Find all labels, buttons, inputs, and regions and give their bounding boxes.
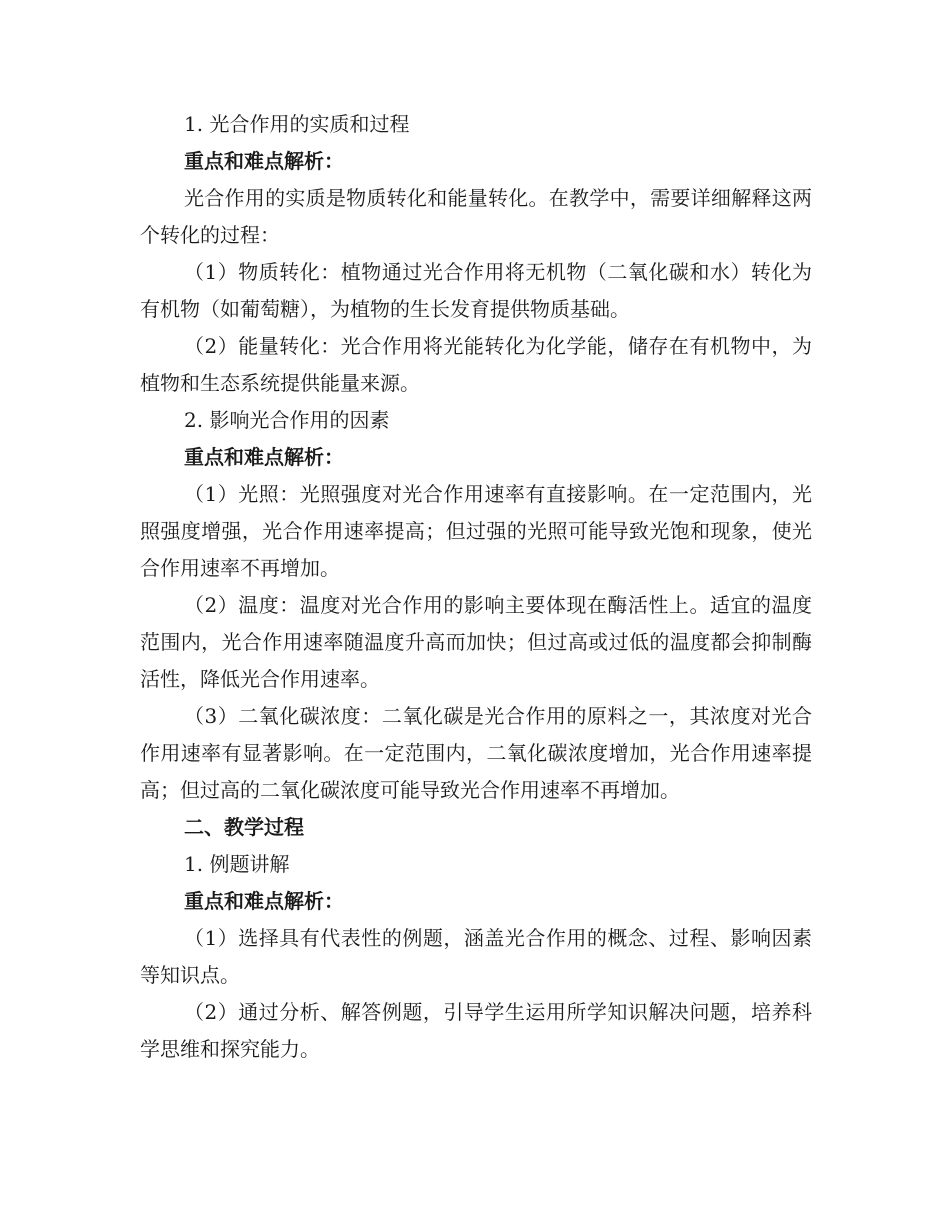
document-page <box>140 106 812 1068</box>
body-paragraph-co2: （3）二氧化碳浓度：二氧化碳是光合作用的原料之一，其浓度对光合作用速率有显著影响。在一定范围内，二氧化碳浓度增加，光合作用速率提高；但过高的二氧化碳浓度可能导致光合作用速率不再增加。 <box>140 704 812 802</box>
body-paragraph-example-analysis: （2）通过分析、解答例题，引导学生运用所学知识解决问题，培养科学思维和探究能力。 <box>140 1000 812 1061</box>
body-paragraph-matter-conversion: （1）物质转化：植物通过光合作用将无机物（二氧化碳和水）转化为有机物（如葡萄糖），为植物的生长发育提供物质基础。 <box>140 260 812 321</box>
body-paragraph-example-selection: （1）选择具有代表性的例题，涵盖光合作用的概念、过程、影响因素等知识点。 <box>140 926 812 987</box>
chapter-heading-teaching-process: 二、教学过程 <box>184 815 304 839</box>
section-heading-1: 1. 光合作用的实质和过程 <box>184 112 410 136</box>
key-points-label-3: 重点和难点解析： <box>184 889 344 913</box>
body-paragraph-essence: 光合作用的实质是物质转化和能量转化。在教学中，需要详细解释这两个转化的过程： <box>140 186 812 247</box>
section-heading-2: 2. 影响光合作用的因素 <box>184 408 390 432</box>
key-points-label-2: 重点和难点解析： <box>184 445 344 469</box>
section-heading-examples: 1. 例题讲解 <box>184 852 290 876</box>
body-paragraph-energy-conversion: （2）能量转化：光合作用将光能转化为化学能，储存在有机物中，为植物和生态系统提供能量来源。 <box>140 334 812 395</box>
key-points-label-1: 重点和难点解析： <box>184 149 344 173</box>
body-paragraph-light: （1）光照：光照强度对光合作用速率有直接影响。在一定范围内，光照强度增强，光合作用速率提高；但过强的光照可能导致光饱和现象，使光合作用速率不再增加。 <box>140 482 812 580</box>
body-paragraph-temperature: （2）温度：温度对光合作用的影响主要体现在酶活性上。适宜的温度范围内，光合作用速率随温度升高而加快；但过高或过低的温度都会抑制酶活性，降低光合作用速率。 <box>140 593 812 691</box>
